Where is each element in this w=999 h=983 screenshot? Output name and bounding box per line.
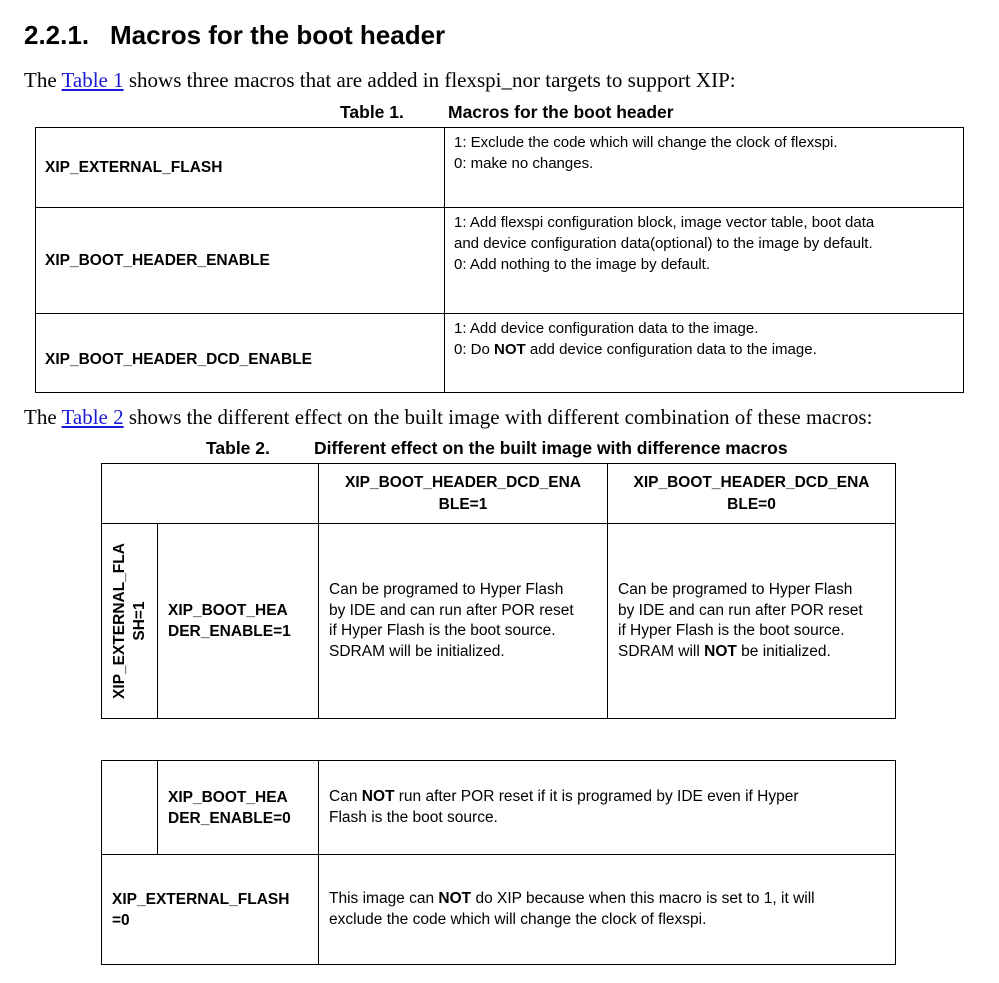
dcd1-result-cell [319,524,608,719]
ext-flash-1-cell-continued [102,761,158,855]
table-2-header-row [102,464,896,524]
text-line: exclude the code which will change the clock of flexspi. [329,910,707,928]
intro1-before: The [24,68,62,92]
label-line: XIP_BOOT_HEA [168,602,288,619]
table-1-row [36,128,964,208]
text: SDRAM will [618,642,705,660]
macro-name: XIP_BOOT_HEADER_ENABLE [45,251,270,269]
desc-line: and device configuration data(optional) to the image by default. [454,235,873,252]
text-line: SDRAM will be initialized. [329,642,505,660]
table-2-row [102,524,896,719]
table-1-caption-label: Table 1. [340,102,404,122]
label-line: DER_ENABLE=0 [168,809,291,827]
text-line: if Hyper Flash is the boot source. [618,622,845,639]
table-1-row [36,314,964,393]
intro1-after: shows three macros that are added in flexspi_nor targets to support XIP: [123,68,736,92]
desc-line: 0: make no changes. [454,155,594,172]
header-line: BLE=1 [438,495,488,513]
desc-line: 0: Add nothing to the image by default. [454,256,711,273]
label-line: SH=1 [130,601,148,641]
dcd-enable-1-header [319,464,608,524]
label-line: DER_ENABLE=1 [168,623,291,640]
ext-flash-1-cell [102,524,158,719]
empty-corner-cell [102,464,319,524]
text: be initialized. [736,642,831,660]
intro2-after: shows the different effect on the built image with different combination of these macros: [123,405,873,429]
macro-name: XIP_EXTERNAL_FLASH [45,158,223,176]
table-2-part-2 [101,760,896,965]
text-bold: NOT [361,788,395,805]
label-line: =0 [112,911,130,929]
section-title: Macros for the boot header [110,20,446,50]
text-line [618,642,895,663]
table-2-caption-title: Different effect on the built image with difference macros [314,438,788,458]
table-2-caption-label: Table 2. [206,438,270,458]
desc-line: 1: Exclude the code which will change the clock of flexspi. [454,134,838,151]
macro-desc-cell [445,128,964,208]
text: do XIP because when this macro is set to 1, it will [471,890,815,907]
table-2-link[interactable]: Table 2 [61,405,124,429]
header-line: BLE=0 [727,495,776,513]
section-number: 2.2.1. [24,20,90,50]
text-bold: NOT [494,341,526,358]
desc-line [454,339,955,360]
text-bold: NOT [704,642,737,660]
text-line: by IDE and can run after POR reset [618,601,863,619]
intro-paragraph-2 [24,405,872,430]
boot-header-0-cell [158,761,319,855]
macro-name-cell [36,128,445,208]
macro-name-cell [36,208,445,314]
text-line: if Hyper Flash is the boot source. [329,622,556,639]
table-2-part-1 [101,463,896,719]
macro-desc-cell [445,314,964,393]
text: run after POR reset if it is programed by IDE even if Hyper [394,788,799,805]
intro2-before: The [24,405,62,429]
desc-line: 1: Add flexspi configuration block, image vector table, boot data [454,214,875,231]
text-line [329,787,895,808]
boot-header-0-result-cell [319,761,896,855]
dcd-enable-0-header [608,464,896,524]
label-line: XIP_BOOT_HEA [168,788,288,806]
label-line: XIP_EXTERNAL_FLASH [112,890,290,908]
text-line [329,889,895,910]
header-line: XIP_BOOT_HEADER_DCD_ENA [345,473,581,491]
text: Can [329,788,362,805]
table-1-link[interactable]: Table 1 [61,68,124,92]
label-line: XIP_EXTERNAL_FLA [110,543,128,699]
header-line: XIP_BOOT_HEADER_DCD_ENA [633,473,870,491]
text-line: Can be programed to Hyper Flash [618,581,853,598]
table-1-caption [340,102,674,123]
table-1-row [36,208,964,314]
boot-header-1-cell [158,524,319,719]
table-2-row [102,761,896,855]
text-line: Flash is the boot source. [329,808,498,826]
desc-line: 1: Add device configuration data to the image. [454,320,759,337]
macro-name-cell [36,314,445,393]
text: This image can [329,890,439,907]
ext-flash-0-result-cell [319,855,896,965]
text: add device configuration data to the image. [525,341,817,358]
table-1-caption-title: Macros for the boot header [448,102,674,122]
text-bold: NOT [438,890,472,907]
text-line: by IDE and can run after POR reset [329,601,574,619]
macro-desc-cell [445,208,964,314]
dcd0-result-cell [608,524,896,719]
ext-flash-0-cell [102,855,319,965]
section-heading [24,20,445,51]
table-2-caption [206,438,788,459]
macro-name: XIP_BOOT_HEADER_DCD_ENABLE [45,351,312,368]
table-1 [35,127,964,393]
ext-flash-1-label [110,543,150,699]
text-line: Can be programed to Hyper Flash [329,581,564,598]
table-2-row [102,855,896,965]
intro-paragraph-1 [24,68,736,93]
text: 0: Do [454,341,495,358]
